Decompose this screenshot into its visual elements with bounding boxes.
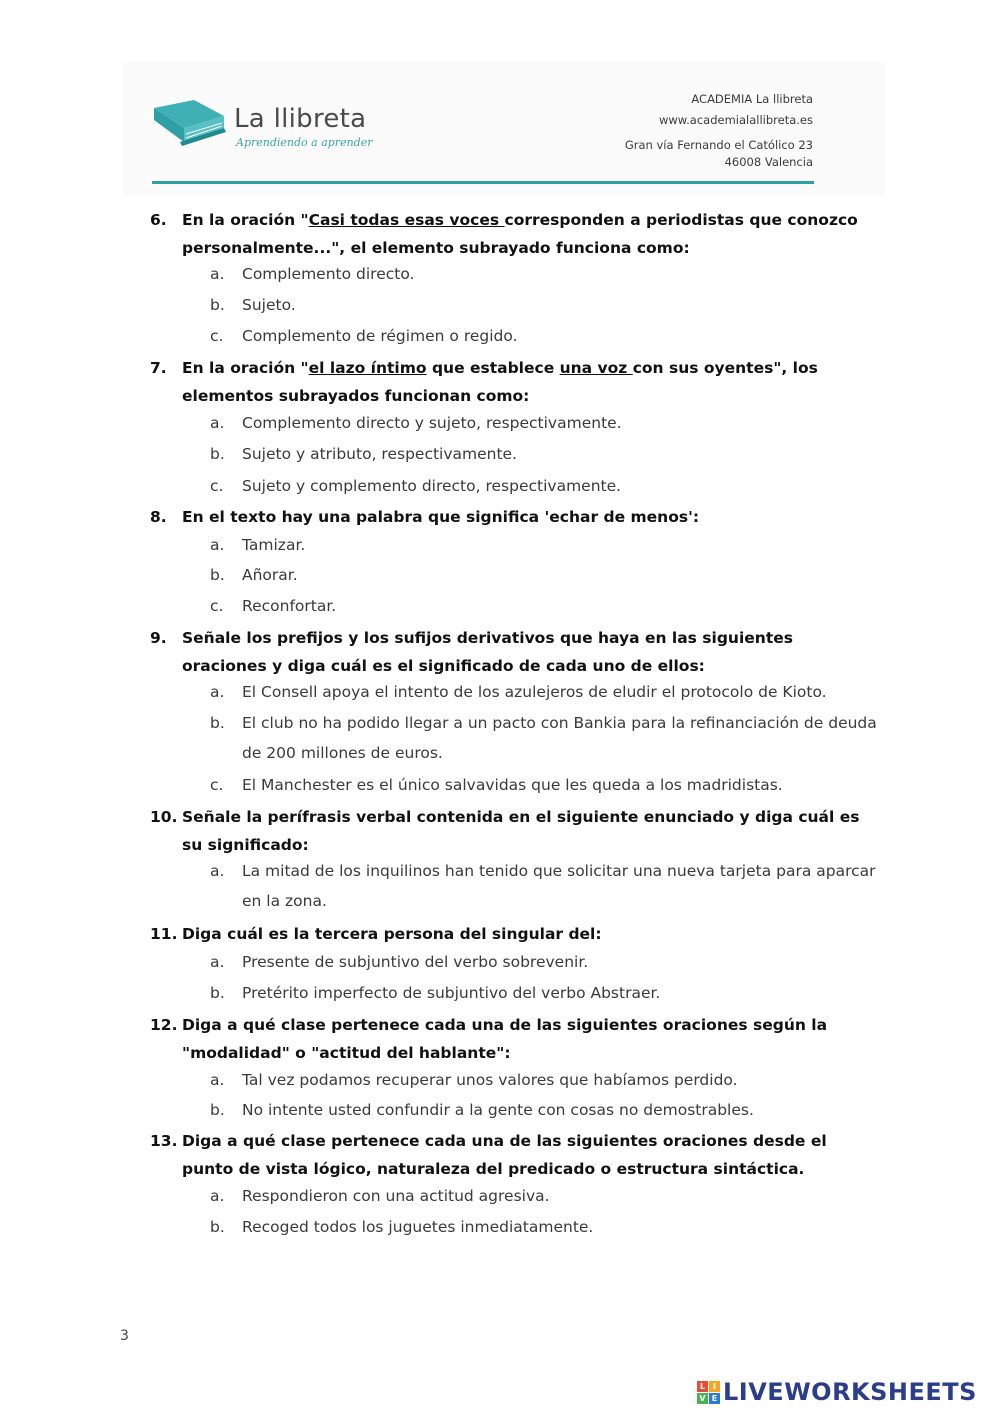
question-number: 12. (150, 1016, 178, 1034)
question-number: 9. (150, 629, 167, 647)
option-8c[interactable]: c. Reconfortar. (210, 597, 337, 615)
question-13 (150, 1127, 880, 1183)
option-13b[interactable]: b. Recoged todos los juguetes inmediatamente. (210, 1218, 594, 1236)
question-text: En el texto hay una palabra que significa 'echar de menos': (182, 508, 700, 526)
option-9c[interactable]: c. El Manchester es el único salvavidas que les queda a los madridistas. (210, 776, 783, 794)
liveworksheets-watermark (697, 1378, 977, 1406)
question-text: En la oración "Casi todas esas voces corresponden a periodistas que conozco personalmente...", el elemento subrayado funciona como: (182, 211, 858, 257)
question-12 (150, 1011, 880, 1067)
academy-city: 46008 Valencia (724, 155, 813, 169)
option-8a[interactable]: a. Tamizar. (210, 536, 306, 554)
liveworksheets-badge-icon: L I V E (697, 1381, 720, 1404)
question-text: Diga cuál es la tercera persona del singular del: (182, 925, 602, 943)
page-number: 3 (120, 1328, 129, 1344)
academy-website[interactable]: www.academialallibreta.es (658, 113, 813, 127)
book-logo-icon (150, 98, 230, 153)
option-7b[interactable]: b. Sujeto y atributo, respectivamente. (210, 445, 518, 463)
question-number: 6. (150, 211, 167, 229)
question-text: Diga a qué clase pertenece cada una de las siguientes oraciones según la "modalidad" o "actitud del hablante": (182, 1016, 828, 1062)
question-7 (150, 354, 880, 410)
option-13a[interactable]: a. Respondieron con una actitud agresiva. (210, 1187, 550, 1205)
question-text: Diga a qué clase pertenece cada una de las siguientes oraciones desde el punto de vista lógico, naturaleza del predicado o estructura sintáctica. (182, 1132, 827, 1178)
option-6b[interactable]: b. Sujeto. (210, 296, 296, 314)
question-number: 11. (150, 925, 178, 943)
header-divider (152, 181, 814, 184)
question-8 (150, 503, 880, 531)
question-9 (150, 624, 880, 680)
option-11a[interactable]: a. Presente de subjuntivo del verbo sobrevenir. (210, 953, 589, 971)
underlined-phrase: Casi todas esas voces (308, 211, 505, 229)
question-number: 8. (150, 508, 167, 526)
question-text: En la oración "el lazo íntimo que establece una voz con sus oyentes", los elementos subrayados funcionan como: (182, 359, 818, 405)
question-11 (150, 920, 880, 948)
underlined-phrase: una voz (559, 359, 633, 377)
option-9b[interactable]: b. El club no ha podido llegar a un pacto con Bankia para la refinanciación de deuda de 200 millones de euros. (210, 714, 877, 762)
question-number: 13. (150, 1132, 178, 1150)
question-text: Señale los prefijos y los sufijos derivativos que haya en las siguientes oraciones y diga cuál es el significado de cada uno de ellos: (182, 629, 793, 675)
option-9a[interactable]: a. El Consell apoya el intento de los azulejeros de eludir el protocolo de Kioto. (210, 683, 827, 701)
option-7a[interactable]: a. Complemento directo y sujeto, respectivamente. (210, 414, 622, 432)
brand-name: La llibreta (234, 104, 367, 134)
option-8b[interactable]: b. Añorar. (210, 566, 298, 584)
option-12b[interactable]: b. No intente usted confundir a la gente con cosas no demostrables. (210, 1101, 754, 1119)
brand-tagline: Aprendiendo a aprender (236, 136, 373, 149)
question-number: 10. (150, 808, 178, 826)
underlined-phrase: el lazo íntimo (308, 359, 427, 377)
question-6 (150, 206, 880, 262)
question-number: 7. (150, 359, 167, 377)
academy-name: ACADEMIA La llibreta (691, 92, 813, 106)
option-12a[interactable]: a. Tal vez podamos recuperar unos valores que habíamos perdido. (210, 1071, 738, 1089)
option-7c[interactable]: c. Sujeto y complemento directo, respectivamente. (210, 477, 622, 495)
option-6a[interactable]: a. Complemento directo. (210, 265, 415, 283)
option-10a[interactable]: a. La mitad de los inquilinos han tenido que solicitar una nueva tarjeta para aparcar en la zona. (210, 862, 876, 910)
question-text: Señale la perífrasis verbal contenida en el siguiente enunciado y diga cuál es su significado: (182, 808, 860, 854)
academy-street: Gran vía Fernando el Católico 23 (624, 138, 813, 152)
liveworksheets-text: LIVEWORKSHEETS (723, 1378, 977, 1406)
option-11b[interactable]: b. Pretérito imperfecto de subjuntivo del verbo Abstraer. (210, 984, 661, 1002)
question-10 (150, 803, 880, 859)
option-6c[interactable]: c. Complemento de régimen o regido. (210, 327, 518, 345)
